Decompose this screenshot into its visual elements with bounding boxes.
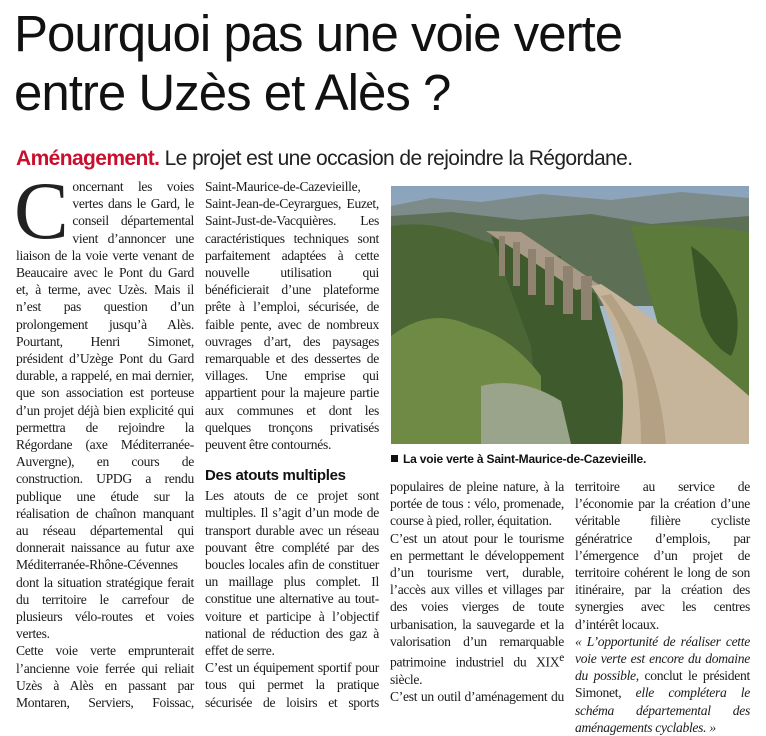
paragraph-route-continued: Saint-Maurice-de-Cazevieille, Saint-Jean-de-Ceyrargues, Euzet, Saint-Just-de-Vacquières. Les caractéristiques techniques sont parfaitement adaptées à cette nouvelle utilisation qui bénéficierait d’une plateforme prête à l’emploi, sécurisée, de faible pente, avec de nombreux ouvrages d’art, des paysages remarquable et des dessertes de villages. Une emprise qui appartient pour la majeure partie aux communes et dont les quelques tronçons privatisés peuvent être contournés. [205,179,379,453]
article-column-3 [390,478,564,705]
quote-italic: « L’opportunité de réaliser cette voie verte est encore du domaine du possible, [575,633,750,684]
paragraph-route: Cette voie verte emprunterait l’ancienne voie ferrée qui reliait Uzès à Alès en passant par Montaren, Serviers, Foissac, [16,643,194,711]
article-column-1 [14,165,194,711]
paragraph-sport-continued: populaires de pleine nature, à la portée de tous : vélo, promenade, course à pied, roller, équitation. [390,479,564,529]
paragraph-tourisme-end: siècle. [390,671,423,687]
photo-caption [391,452,751,467]
paragraph-amenagement-continued: territoire au service de l’économie par la création d’une véritable filière cycliste génératrice d’emplois, par l’émergence d’un projet de territoire cohérent le long de son itinéraire, par la création des synergies avec les centres d’intérêt locaux. [575,479,750,632]
paragraph-amenagement: C’est un outil d’aménagement du [390,688,564,704]
subheading: Des atouts multiples [205,467,346,485]
headline [14,4,754,122]
caption-text: La voie verte à Saint-Maurice-de-Cazevieille. [403,452,647,466]
article-column-2 [205,178,379,711]
caption-bullet-icon [391,455,398,462]
kicker-label: Aménagement. [16,147,160,170]
viaduct-illustration [391,186,749,444]
paragraph-tourisme [390,530,564,688]
kicker-text: Le projet est une occasion de rejoindre la Régordane. [159,147,633,170]
paragraph-sport: C’est un équipement sportif pour tous qui permet la pratique sécurisée de loisirs et sports [205,660,379,710]
century-suffix: e [559,652,564,665]
headline-line-1: Pourquoi pas une voie verte [14,5,623,62]
intro-paragraph: oncernant les voies vertes dans le Gard, le conseil départemental vient d’annoncer une liaison de la voie verte venant de Beaucaire avec le Pont du Gard et, à terme, avec Uzès. Mais il n’est pas question d’un prolongement jusqu’à Alès. Pourtant, Henri Simonet, président d’Uzège Pont du Gard durable, a rappelé, en mai dernier, que son association est porteuse d’un projet déjà bien explicité qui permettra de rejoindre la Régordane (axe Méditerranée-Auvergne), en cours de construction. UPDG a rendu publique une étude sur la réalisation de chaînon manquant au réseau départemental qui donnerait naissance au futur axe Méditerranée-Rhône-Cévennes dont la situation stratégique ferait du territoire le carrefour de plusieurs vélo-routes et voies vertes. [16,179,194,642]
headline-line-2: entre Uzès et Alès ? [14,64,451,121]
quote-attribution: conclut le président Simonet, [575,668,750,701]
viaduct-photo [391,186,749,444]
kicker [16,146,756,172]
paragraph-tourisme-text: C’est un atout pour le tourisme en permettant le développement d’un tourisme vert, durable, l’accès aux villes et villages par des voies vierges de toute urbanisation, la sauvegarde et la valorisation d’un remarquable patrimoine industriel du XIX [390,530,564,670]
dropcap: C [14,165,69,256]
quote-paragraph [575,633,750,736]
article-column-4 [575,478,750,736]
paragraph-atouts: Les atouts de ce projet sont multiples. Il s’agit d’un mode de transport durable avec un réseau pouvant être complété par des boucles locales afin de constituer un maillage plus complet. Il constitue une alternative au tout-voiture et participe à l’objectif national de réduction des gaz à effet de serre. [205,488,379,659]
quote-italic-end: elle complétera le schéma départemental des aménagements cyclables. » [575,685,750,735]
